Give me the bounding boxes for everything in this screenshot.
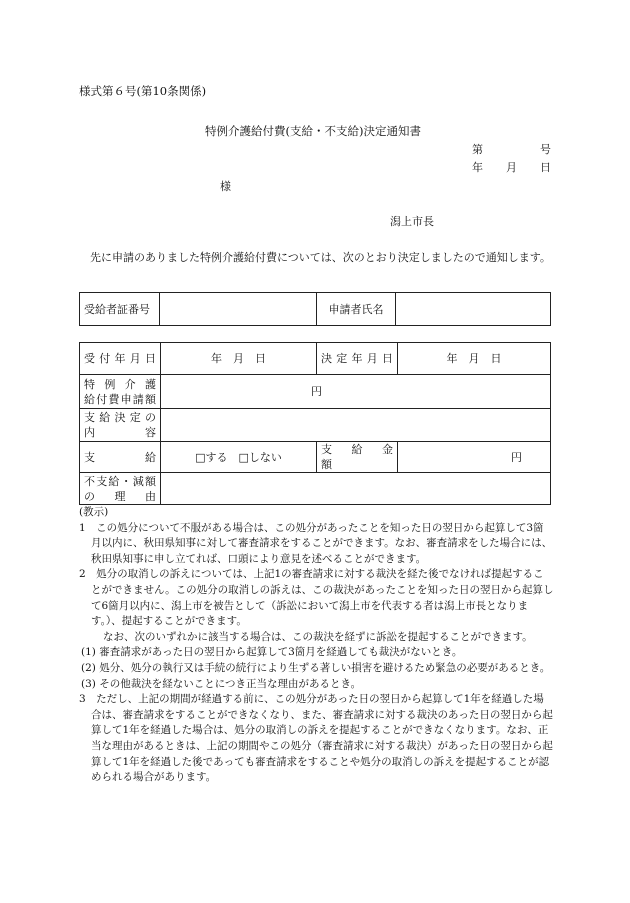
- payment-amount-label: 支 給 金 額: [317, 442, 398, 473]
- payment-amount-unit: 円: [511, 450, 522, 464]
- addressee-suffix: 様: [220, 180, 231, 193]
- document-title: 特例介護給付費(支給・不支給)決定通知書: [205, 124, 421, 138]
- instruction-sub-2: (2) 処分、処分の執行又は手続の続行により生ずる著しい損害を避けるため緊急の必要があるとき。: [81, 661, 551, 674]
- instruction-item-3: 3 ただし、上記の期間が経過する前に、この処分があった日の翌日から起算して1年を経過した場合は、審査請求をすることができなくなり、また、審査請求に対する裁決のあった日の翌日から起算して1年を経過した場合は、処分の取消しの訴えを提起することができなくなります。なお、正当な理由があるときは、上記の期間やこの処分（審査請求に対する裁決）があった日の翌日から起算して1年を経過した後であっても審査請求をすることや処分の取消しの訴えを提起することが認められる場合があります。: [79, 693, 553, 784]
- decision-date-field[interactable]: 年 月 日: [398, 343, 551, 375]
- intro-paragraph: 先に申請のありました特例介護給付費については、次のとおり決定しましたので通知します。: [90, 251, 551, 264]
- date-year: 年: [472, 161, 483, 174]
- instruction-item-2: 2 処分の取消しの訴えについては、上記1の審査請求に対する裁決を経た後でなければ提起することができません。この処分の取消しの訴えは、この裁決があったことを知った日の翌日から起算して6箇月以内に、潟上市を被告として（訴訟において潟上市を代表する者は潟上市長となります。）、提起することができます。: [79, 568, 554, 628]
- payment-label: 支 給: [80, 442, 161, 473]
- payment-amount-field[interactable]: [398, 442, 551, 473]
- claim-amount-label-line2: 給付費申請額: [84, 392, 156, 406]
- receipt-date-field[interactable]: 年 月 日: [161, 343, 317, 375]
- decision-date-label: 決定年月日: [317, 343, 398, 375]
- reason-label-line1: 不支給・減額: [84, 474, 156, 488]
- instruction-sub-3: (3) その他裁決を経ないことにつき正当な理由があるとき。: [81, 677, 362, 690]
- number-suffix: 号: [540, 143, 551, 156]
- form-number: 様式第６号(第10条関係): [79, 84, 207, 98]
- date-day: 日: [540, 161, 551, 174]
- instruction-item-2-note: なお、次のいずれかに該当する場合は、この裁決を経ずに訴訟を提起することができます。: [103, 630, 533, 643]
- instructions-heading: (教示): [79, 506, 109, 518]
- issuer-name: 潟上市長: [390, 215, 434, 228]
- decision-content-label-line2: 内 容: [84, 426, 156, 439]
- decision-table: [79, 342, 551, 505]
- claim-amount-unit: 円: [311, 385, 322, 398]
- reason-field[interactable]: [161, 473, 551, 505]
- recipient-table: [79, 292, 551, 326]
- instruction-item-1: 1 この処分について不服がある場合は、この処分があったことを知った日の翌日から起算して3箇月以内に、秋田県知事に対して審査請求をすることができます。なお、審査請求をした場合には、秋田県知事に申し立てれば、口頭により意見を述べることができます。: [79, 521, 553, 565]
- payment-options[interactable]: □する □しない: [161, 442, 317, 473]
- decision-content-label-line1: 支給決定の: [84, 411, 156, 424]
- applicant-name-label: 申請者氏名: [317, 293, 396, 326]
- receipt-date-label: 受付年月日: [80, 343, 161, 375]
- instructions-section: [79, 505, 554, 786]
- applicant-name-field[interactable]: [396, 293, 551, 326]
- claim-amount-field[interactable]: [161, 375, 551, 409]
- reason-label-line2: の 理 由: [84, 489, 156, 503]
- recipient-cert-label: 受給者証番号: [80, 293, 160, 326]
- date-month: 月: [506, 161, 517, 174]
- claim-amount-label-line1: 特例介護: [84, 377, 156, 391]
- claim-amount-label: [80, 375, 161, 409]
- number-prefix: 第: [472, 143, 483, 156]
- recipient-cert-field[interactable]: [160, 293, 317, 326]
- decision-content-field[interactable]: [161, 409, 551, 442]
- instruction-sub-1: (1) 審査請求があった日の翌日から起算して3箇月を経過しても裁決がないとき。: [81, 646, 463, 659]
- reason-label: [80, 473, 161, 505]
- decision-content-label: [80, 409, 161, 442]
